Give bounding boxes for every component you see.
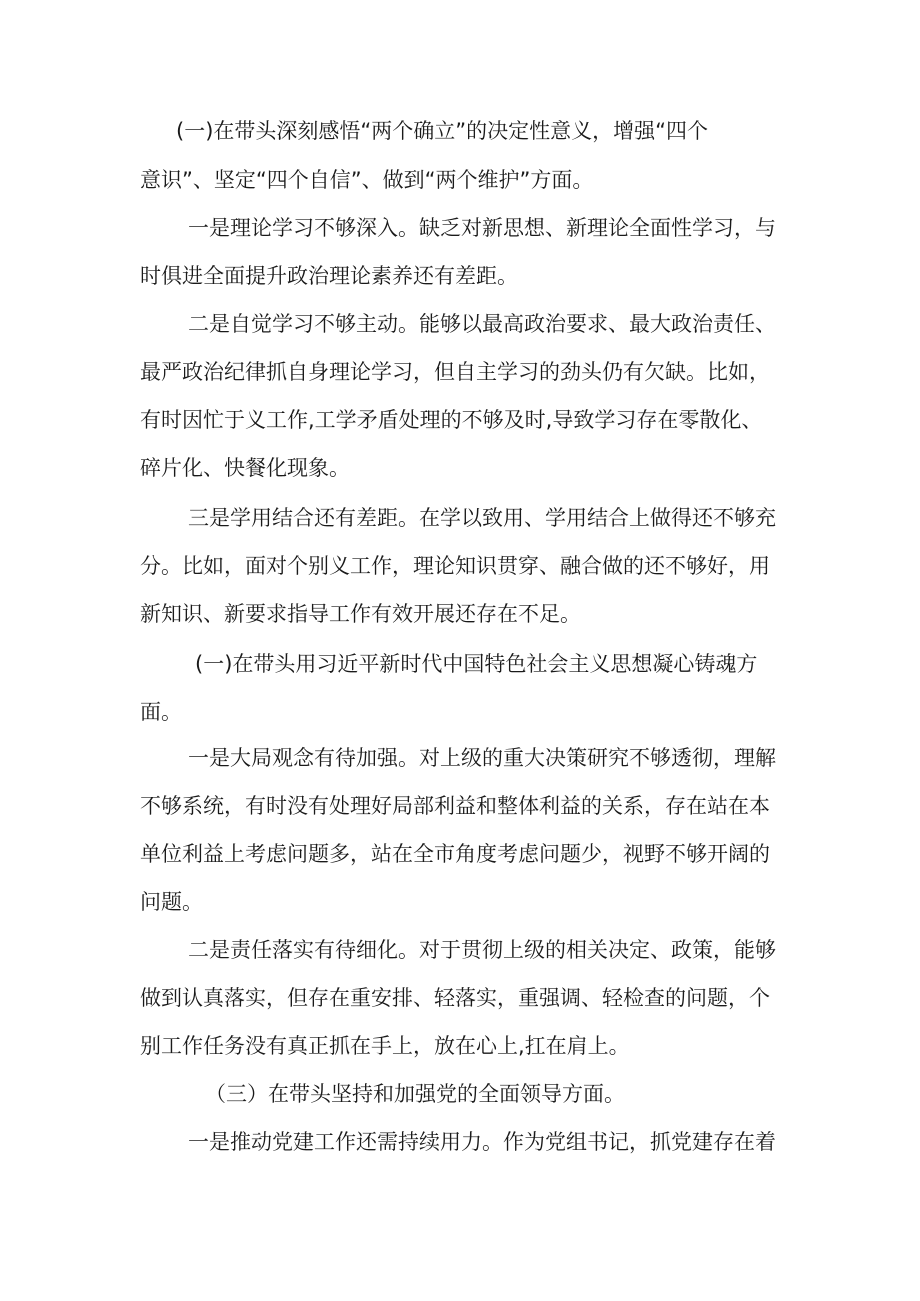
paragraph-line: 时俱进全面提升政治理论素养还有差距。	[140, 264, 518, 288]
heading-line: 意识”、坚定“四个自信”、做到“两个维护”方面。	[140, 168, 594, 192]
heading-line: (一)在带头深刻感悟“两个确立”的决定性意义，增强“四个	[176, 119, 709, 143]
paragraph-line: 不够系统，有时没有处理好局部利益和整体利益的关系，存在站在本	[140, 794, 770, 818]
paragraph-line: 二是自觉学习不够主动。能够以最高政治要求、最大政治责任、	[188, 312, 776, 336]
paragraph-line: 三是学用结合还有差距。在学以致用、学用结合上做得还不够充	[188, 506, 776, 530]
paragraph-line: 做到认真落实，但存在重安排、轻落实，重强调、轻检查的问题，个	[140, 986, 770, 1010]
paragraph-line: 别工作任务没有真正抓在手上，放在心上,扛在肩上。	[140, 1034, 630, 1058]
heading-line: 面。	[140, 700, 182, 724]
heading-line: （三）在带头坚持和加强党的全面领导方面。	[205, 1082, 625, 1106]
paragraph-line: 单位利益上考虑问题多，站在全市角度考虑问题少，视野不够开阔的	[140, 842, 770, 866]
heading-line: (一)在带头用习近平新时代中国特色社会主义思想凝心铸魂方	[195, 652, 758, 676]
paragraph-line: 问题。	[140, 890, 203, 914]
paragraph-line: 一是大局观念有待加强。对上级的重大决策研究不够透彻，理解	[188, 746, 776, 770]
paragraph-line: 最严政治纪律抓自身理论学习，但自主学习的劲头仍有欠缺。比如，	[140, 360, 770, 384]
paragraph-line: 有时因忙于义工作,工学矛盾处理的不够及时,导致学习存在零散化、	[140, 408, 763, 432]
paragraph-line: 碎片化、快餐化现象。	[140, 456, 350, 480]
paragraph-line: 一是理论学习不够深入。缺乏对新思想、新理论全面性学习，与	[188, 216, 776, 240]
paragraph-line: 新知识、新要求指导工作有效开展还存在不足。	[140, 602, 581, 626]
paragraph-line: 一是推动党建工作还需持续用力。作为党组书记，抓党建存在着	[188, 1130, 776, 1154]
paragraph-line: 分。比如，面对个别义工作，理论知识贯穿、融合做的还不够好，用	[140, 554, 770, 578]
paragraph-line: 二是责任落实有待细化。对于贯彻上级的相关决定、政策，能够	[188, 938, 776, 962]
